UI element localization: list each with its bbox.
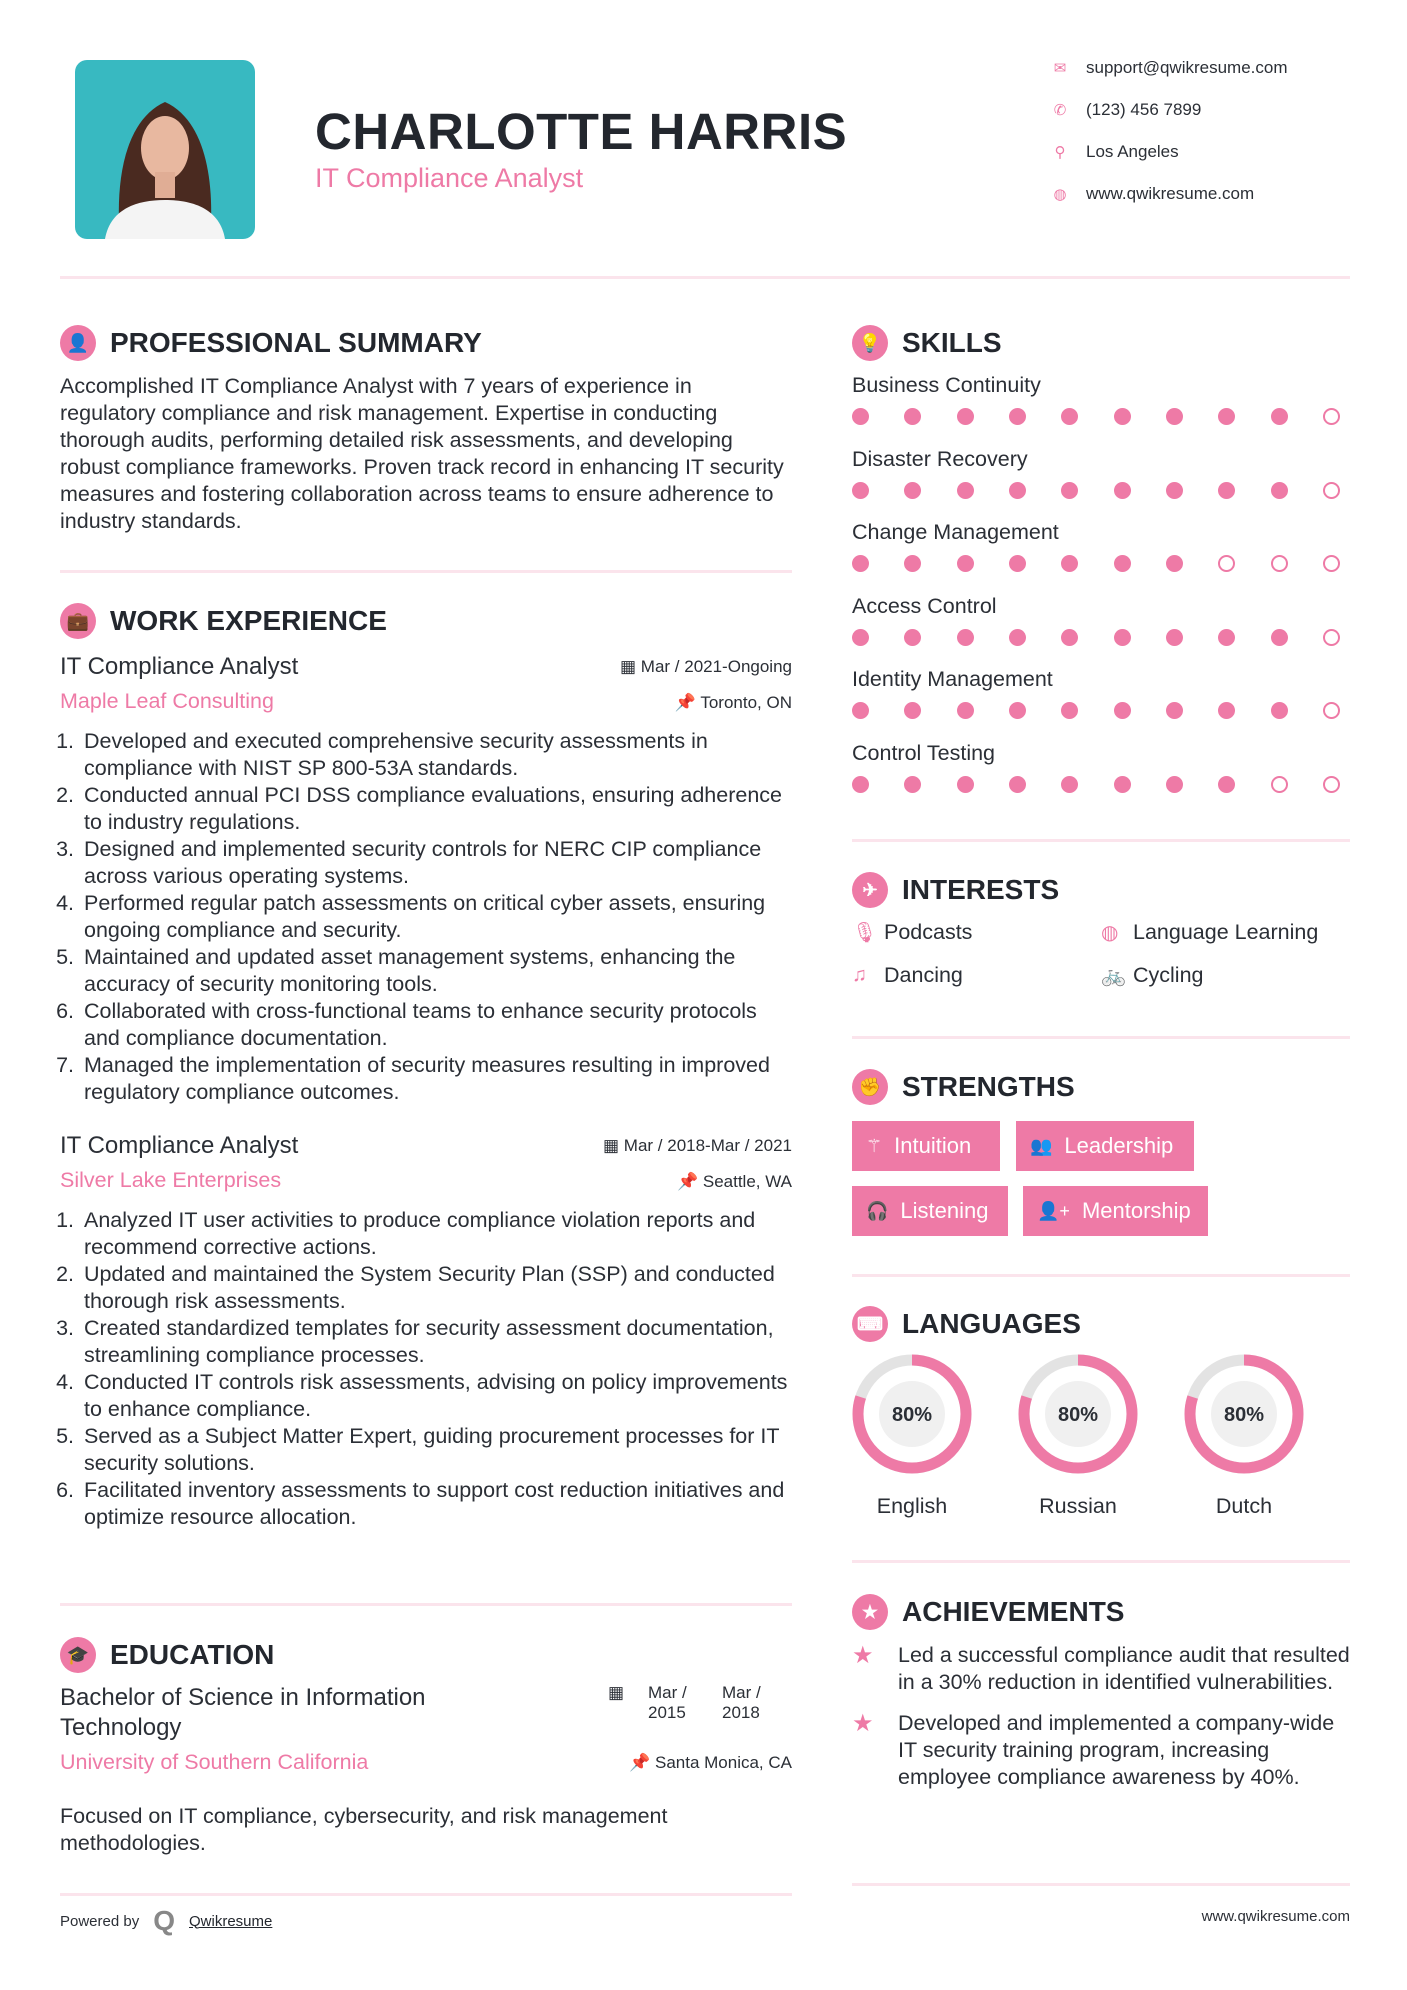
divider	[60, 1603, 792, 1606]
skill-rating	[852, 408, 1340, 425]
interest-item	[1101, 920, 1350, 945]
rating-dot-filled	[1061, 482, 1078, 499]
skill-rating	[852, 555, 1340, 572]
rating-dot-filled	[1061, 555, 1078, 572]
rating-dot-filled	[852, 776, 869, 793]
divider	[852, 1036, 1350, 1039]
rating-dot-filled	[1166, 776, 1183, 793]
achievement-text: Led a successful compliance audit that resulted in a 30% reduction in identified vulnerabilities.	[898, 1643, 1350, 1694]
job-bullet: 1. Analyzed IT user activities to produce compliance violation reports and recommend corrective actions.	[80, 1207, 792, 1261]
skill-item	[852, 369, 1350, 443]
rating-dot-filled	[852, 408, 869, 425]
strength-tag	[852, 1186, 1008, 1236]
language-name: English	[876, 1494, 948, 1518]
contact-text: (123) 456 7899	[1086, 100, 1202, 119]
edu-location: 📌 Santa Monica, CA	[629, 1753, 792, 1772]
phone-icon: ✆	[1053, 102, 1067, 119]
language-ring	[850, 1352, 974, 1476]
skill-item	[852, 590, 1350, 664]
magic-wand-icon: ⚚	[866, 1135, 883, 1156]
map-pin-icon: ⚲	[1054, 144, 1066, 161]
rating-dot-filled	[904, 776, 921, 793]
rating-dot-filled	[1061, 702, 1078, 719]
rating-dot-filled	[852, 629, 869, 646]
skill-rating	[852, 776, 1340, 793]
contact-phone[interactable]	[1052, 100, 1201, 120]
rating-dot-filled	[1218, 408, 1235, 425]
pin-icon: 📌	[676, 1172, 703, 1191]
rating-dot-filled	[1218, 482, 1235, 499]
user-plus-icon: 👤+	[1037, 1200, 1070, 1221]
job-bullet: 3. Created standardized templates for security assessment documentation, streamlining compliance processes.	[80, 1315, 792, 1369]
footer-url[interactable]: www.qwikresume.com	[1201, 1908, 1350, 1925]
school-name: University of Southern California	[60, 1750, 369, 1774]
skill-item	[852, 663, 1350, 737]
rating-dot-filled	[1061, 776, 1078, 793]
edu-start: Mar / 2015	[648, 1683, 687, 1722]
calendar-icon: ▦	[607, 1683, 624, 1702]
job-date: ▦ Mar / 2018-Mar / 2021	[603, 1136, 792, 1155]
user-icon: 👤	[60, 325, 96, 361]
summary-text: Accomplished IT Compliance Analyst with 7 years of experience in regulatory compliance and risk management. Expertise in conducting thorough audits, performing detailed risk assessments, and developing robust compliance frameworks. Proven track record in enhancing IT security measures and fostering collaboration across teams to ensure adherence to industry standards.	[60, 374, 784, 533]
interest-label: Podcasts	[884, 920, 973, 944]
section-heading: WORK EXPERIENCE	[110, 605, 387, 636]
strength-tag	[1016, 1121, 1194, 1171]
job-bullet: 2. Conducted annual PCI DSS compliance evaluations, ensuring adherence to industry regulations.	[80, 782, 792, 836]
contact-location	[1052, 142, 1179, 162]
rating-dot-filled	[904, 408, 921, 425]
rating-dot-filled	[852, 555, 869, 572]
rating-dot-filled	[1271, 482, 1288, 499]
skill-name: Disaster Recovery	[852, 446, 1028, 471]
rating-dot-filled	[1218, 629, 1235, 646]
job-title: IT Compliance Analyst	[60, 653, 299, 680]
rating-dot-filled	[1114, 629, 1131, 646]
divider	[60, 570, 792, 573]
strength-label: Leadership	[1064, 1133, 1174, 1158]
strength-label: Intuition	[894, 1133, 972, 1158]
brand-link[interactable]: Qwikresume	[189, 1912, 273, 1930]
globe-icon: ◍	[1101, 922, 1119, 944]
rating-dot-empty	[1271, 555, 1288, 572]
rating-dot-filled	[1218, 776, 1235, 793]
strength-tag	[852, 1121, 1000, 1171]
rating-dot-filled	[1009, 408, 1026, 425]
globe-icon: ◍	[1053, 186, 1067, 203]
footer-powered	[60, 1905, 272, 1937]
rating-dot-filled	[1166, 482, 1183, 499]
interests-section	[852, 872, 1350, 988]
header-divider	[60, 276, 1350, 279]
rating-dot-filled	[1114, 555, 1131, 572]
rating-dot-filled	[957, 629, 974, 646]
skill-item	[852, 443, 1350, 517]
interest-label: Cycling	[1133, 963, 1204, 987]
contact-text: Los Angeles	[1086, 142, 1179, 161]
rating-dot-empty	[1323, 776, 1340, 793]
job-entry	[60, 653, 792, 1106]
rating-dot-filled	[1218, 702, 1235, 719]
microphone-icon: 🎙	[852, 922, 878, 944]
rating-dot-filled	[957, 408, 974, 425]
powered-by-label: Powered by	[60, 1912, 140, 1930]
rating-dot-filled	[904, 555, 921, 572]
envelope-icon: ✉	[1053, 60, 1067, 77]
rating-dot-empty	[1323, 702, 1340, 719]
edu-end: Mar / 2018	[722, 1683, 761, 1722]
rating-dot-filled	[1009, 555, 1026, 572]
group-icon: 👥	[1030, 1135, 1053, 1156]
rating-dot-filled	[1009, 776, 1026, 793]
rating-dot-filled	[957, 482, 974, 499]
rating-dot-filled	[852, 482, 869, 499]
skill-rating	[852, 629, 1340, 646]
job-bullet: 4. Conducted IT controls risk assessments, advising on policy improvements to enhance compliance.	[80, 1369, 792, 1423]
language-percent: 80%	[1223, 1404, 1265, 1426]
section-heading: LANGUAGES	[902, 1308, 1081, 1339]
strengths-section	[852, 1069, 1350, 1249]
job-bullet: 4. Performed regular patch assessments on critical cyber assets, ensuring ongoing compliance and security.	[80, 890, 792, 944]
section-heading: PROFESSIONAL SUMMARY	[110, 327, 482, 358]
education-section	[60, 1637, 792, 1857]
section-heading: ACHIEVEMENTS	[902, 1596, 1125, 1627]
language-item	[832, 1352, 992, 1519]
profile-photo	[75, 60, 255, 239]
star-badge-icon: ★	[852, 1594, 888, 1630]
interest-label: Language Learning	[1133, 920, 1319, 944]
translate-icon: ⌨	[852, 1306, 888, 1342]
rating-dot-filled	[1271, 702, 1288, 719]
rating-dot-empty	[1218, 555, 1235, 572]
summary-section	[60, 325, 792, 535]
skill-name: Change Management	[852, 520, 1059, 544]
divider	[60, 1893, 792, 1896]
rating-dot-filled	[1166, 702, 1183, 719]
section-heading: SKILLS	[902, 327, 1002, 358]
skills-section	[852, 325, 1350, 810]
job-bullet: 6. Facilitated inventory assessments to support cost reduction initiatives and optimize resource allocation.	[80, 1477, 792, 1531]
pin-icon: 📌	[674, 693, 701, 712]
rating-dot-filled	[852, 702, 869, 719]
rating-dot-empty	[1323, 629, 1340, 646]
rating-dot-filled	[1271, 629, 1288, 646]
music-note-icon: ♫	[852, 964, 867, 986]
contact-text: www.qwikresume.com	[1086, 184, 1255, 203]
divider	[852, 1560, 1350, 1563]
job-location: 📌 Toronto, ON	[674, 693, 792, 712]
skill-item	[852, 516, 1350, 590]
rating-dot-filled	[1271, 408, 1288, 425]
experience-section	[60, 603, 792, 1531]
strength-label: Mentorship	[1081, 1198, 1191, 1223]
language-name: Russian	[1039, 1494, 1117, 1518]
rating-dot-filled	[904, 702, 921, 719]
rating-dot-filled	[1009, 482, 1026, 499]
rating-dot-filled	[1114, 702, 1131, 719]
degree-title: Bachelor of Science in Information Technology	[60, 1684, 426, 1741]
briefcase-icon: 💼	[60, 603, 96, 639]
star-icon: ★	[852, 1642, 874, 1669]
rating-dot-filled	[904, 482, 921, 499]
paper-plane-icon: ✈	[852, 872, 888, 908]
language-item	[1164, 1352, 1324, 1519]
job-bullet: 7. Managed the implementation of security measures resulting in improved regulatory compliance outcomes.	[80, 1052, 792, 1106]
rating-dot-empty	[1271, 776, 1288, 793]
job-bullet: 6. Collaborated with cross-functional teams to enhance security protocols and compliance documentation.	[80, 998, 792, 1052]
languages-section	[852, 1306, 1350, 1519]
rating-dot-filled	[957, 776, 974, 793]
interest-item	[852, 963, 1101, 988]
contact-website[interactable]	[1052, 184, 1254, 204]
divider	[852, 1883, 1350, 1886]
candidate-name: CHARLOTTE HARRIS	[315, 103, 848, 160]
job-bullet: 5. Maintained and updated asset management systems, enhancing the accuracy of security monitoring tools.	[80, 944, 792, 998]
fist-icon: ✊	[852, 1069, 888, 1105]
rating-dot-filled	[1009, 702, 1026, 719]
contact-email[interactable]	[1052, 58, 1288, 78]
bicycle-icon: 🚲	[1101, 965, 1126, 987]
strength-label: Listening	[900, 1198, 989, 1223]
rating-dot-empty	[1323, 555, 1340, 572]
calendar-icon: ▦	[603, 1136, 624, 1155]
language-ring	[1016, 1352, 1140, 1476]
section-heading: INTERESTS	[902, 874, 1060, 905]
achievement-text: Developed and implemented a company-wide IT security training program, increasing employee compliance awareness by 40%.	[898, 1711, 1335, 1789]
language-percent: 80%	[891, 1404, 933, 1426]
divider	[852, 839, 1350, 842]
skill-name: Control Testing	[852, 740, 996, 765]
company-name: Maple Leaf Consulting	[60, 689, 274, 713]
strength-tag	[1023, 1186, 1208, 1236]
rating-dot-filled	[1009, 629, 1026, 646]
star-icon: ★	[852, 1710, 874, 1737]
skill-name: Access Control	[852, 593, 997, 618]
rating-dot-filled	[1061, 629, 1078, 646]
rating-dot-filled	[904, 629, 921, 646]
rating-dot-filled	[1166, 629, 1183, 646]
skill-rating	[852, 482, 1340, 499]
interest-label: Dancing	[884, 963, 963, 987]
rating-dot-filled	[1061, 408, 1078, 425]
skill-name: Business Continuity	[852, 373, 1041, 397]
job-bullets	[60, 1207, 792, 1531]
rating-dot-filled	[1114, 482, 1131, 499]
rating-dot-filled	[1166, 555, 1183, 572]
achievement-item	[852, 1642, 1350, 1696]
company-name: Silver Lake Enterprises	[60, 1168, 282, 1192]
job-bullets	[60, 728, 792, 1106]
qwikresume-logo-icon: Q	[153, 1905, 175, 1936]
rating-dot-filled	[957, 702, 974, 719]
section-heading: EDUCATION	[110, 1639, 275, 1670]
headphones-icon: 🎧	[866, 1200, 889, 1221]
achievement-item	[852, 1710, 1350, 1791]
interest-item	[1101, 963, 1350, 988]
skill-name: Identity Management	[852, 667, 1053, 691]
job-bullet: 2. Updated and maintained the System Security Plan (SSP) and conducted thorough risk assessments.	[80, 1261, 792, 1315]
edu-description: Focused on IT compliance, cybersecurity, and risk management methodologies.	[60, 1804, 668, 1855]
rating-dot-empty	[1323, 408, 1340, 425]
interest-item	[852, 920, 1101, 945]
section-heading: STRENGTHS	[902, 1071, 1075, 1102]
job-date: ▦ Mar / 2021-Ongoing	[620, 657, 792, 676]
language-name: Dutch	[1215, 1494, 1273, 1518]
graduation-icon: 🎓	[60, 1637, 96, 1673]
lightbulb-icon: 💡	[852, 325, 888, 361]
pin-icon: 📌	[629, 1753, 655, 1772]
calendar-icon: ▦	[620, 657, 641, 676]
job-entry	[60, 1132, 792, 1531]
job-title: IT Compliance Analyst	[60, 1132, 299, 1159]
rating-dot-filled	[957, 555, 974, 572]
language-ring	[1182, 1352, 1306, 1476]
skill-rating	[852, 702, 1340, 719]
candidate-title: IT Compliance Analyst	[315, 163, 584, 193]
job-bullet: 1. Developed and executed comprehensive security assessments in compliance with NIST SP 800-53A standards.	[80, 728, 792, 782]
rating-dot-filled	[1166, 408, 1183, 425]
skill-item	[852, 737, 1350, 811]
rating-dot-empty	[1323, 482, 1340, 499]
job-bullet: 3. Designed and implemented security controls for NERC CIP compliance across various operating systems.	[80, 836, 792, 890]
rating-dot-filled	[1114, 776, 1131, 793]
achievements-section	[852, 1594, 1350, 1791]
language-percent: 80%	[1057, 1404, 1099, 1426]
job-bullet: 5. Served as a Subject Matter Expert, guiding procurement processes for IT security solutions.	[80, 1423, 792, 1477]
language-item	[998, 1352, 1158, 1519]
divider	[852, 1274, 1350, 1277]
contact-text: support@qwikresume.com	[1086, 58, 1288, 77]
job-location: 📌 Seattle, WA	[676, 1172, 792, 1191]
rating-dot-filled	[1114, 408, 1131, 425]
